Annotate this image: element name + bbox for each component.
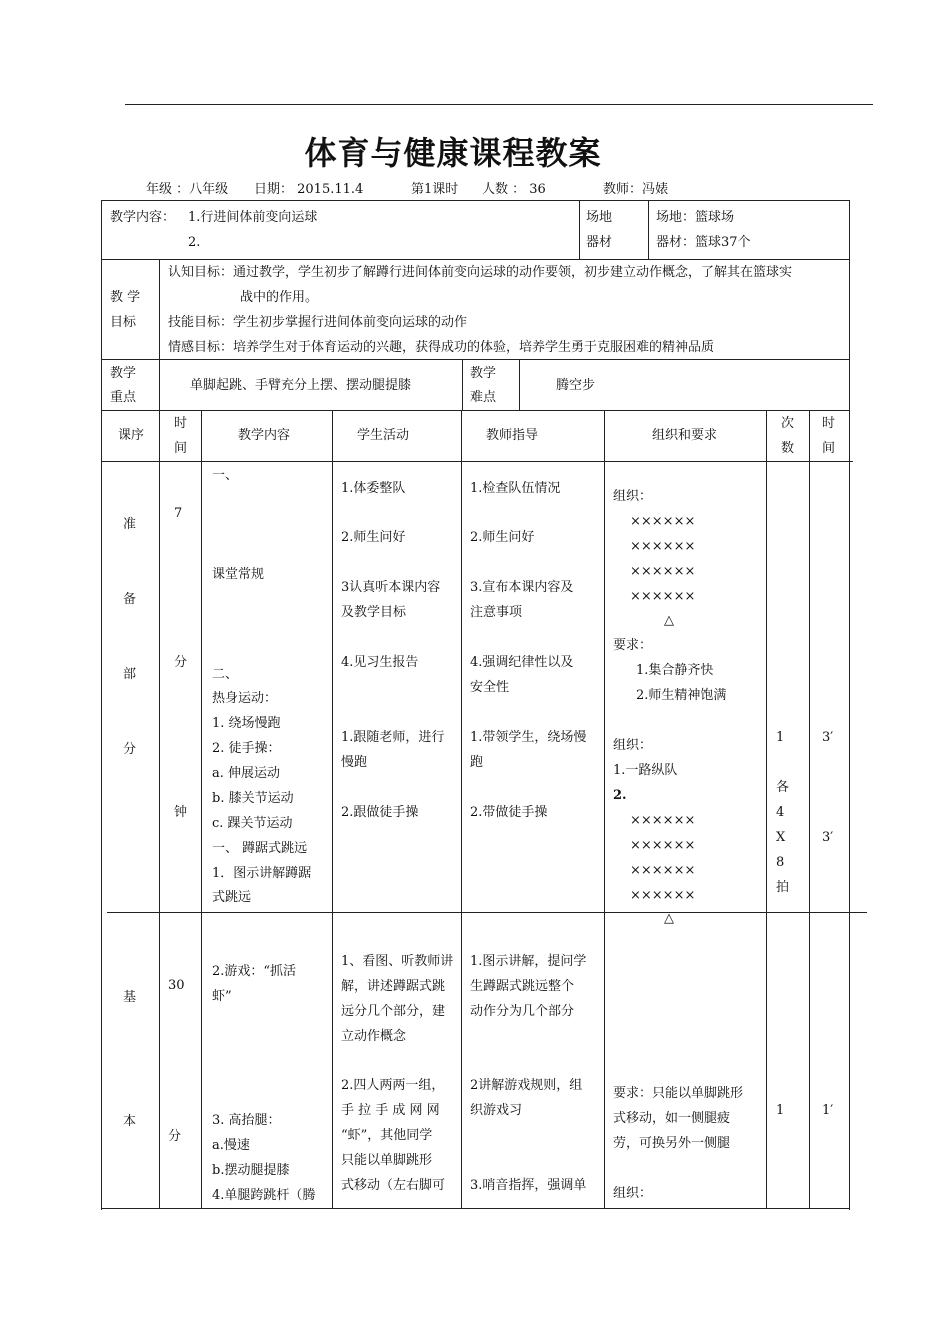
header-rule — [125, 104, 873, 105]
goal-emotion: 情感目标：培养学生对于体育运动的兴趣，获得成功的体验，培养学生勇于克服困难的精神品质 — [168, 340, 715, 355]
main-section-char: 基 — [123, 990, 137, 1005]
col-duration-2: 间 — [822, 441, 836, 456]
prep-org-line: 要求： — [613, 638, 653, 653]
prep-content-line: 热身运动： — [212, 691, 278, 706]
difficulty-label-2: 难点 — [470, 390, 497, 405]
key-label: 教学 — [110, 366, 137, 381]
date-label: 日期： 2015.11.4 — [254, 182, 364, 197]
count-label: 人数 ： 36 — [482, 182, 546, 197]
prep-teacher-line: 2.带做徒手操 — [470, 805, 548, 820]
prep-content-line: 一、 蹲踞式跳远 — [212, 841, 308, 856]
col-time: 时 — [174, 416, 188, 431]
main-teacher-line: 动作分为几个部分 — [470, 1004, 575, 1019]
main-time-unit: 分 — [168, 1129, 182, 1144]
col-reps-2: 数 — [781, 441, 795, 456]
prep-student-line: 3认真听本课内容 — [341, 580, 441, 595]
grade-label: 年级 ：八年级 — [146, 182, 229, 197]
col-org: 组织和要求 — [652, 428, 718, 443]
teacher-marker-icon: △ — [664, 613, 674, 628]
main-teacher-line: 2讲解游戏规则，组 — [470, 1078, 583, 1093]
prep-student-line: 4.见习生报告 — [341, 655, 419, 670]
main-student-line: 1、看图、听教师讲 — [341, 954, 454, 969]
prep-time-unit: 钟 — [174, 805, 188, 820]
formation-row: ×××××× — [630, 514, 696, 529]
prep-teacher-line: 2.师生问好 — [470, 530, 535, 545]
page-title: 体育与健康课程教案 — [304, 134, 602, 172]
main-reps: 1 — [776, 1103, 785, 1118]
main-teacher-line: 织游戏习 — [470, 1103, 523, 1118]
main-student-line: 2.四人两两一组， — [341, 1078, 445, 1093]
main-section-char: 本 — [123, 1114, 137, 1129]
prep-student-line: 2.师生问好 — [341, 530, 406, 545]
formation-row: ×××××× — [630, 813, 696, 828]
prep-teacher-line: 安全性 — [470, 680, 510, 695]
prep-student-line: 1.跟随老师，进行 — [341, 730, 445, 745]
main-student-line: 只能以单脚跳形 — [341, 1153, 433, 1168]
main-duration: 1′ — [822, 1103, 834, 1118]
difficulty-text: 腾空步 — [556, 378, 596, 393]
prep-reps: 4 — [776, 805, 785, 820]
formation-row: ×××××× — [630, 589, 696, 604]
prep-reps: 拍 — [776, 880, 790, 895]
formation-row: ×××××× — [630, 564, 696, 579]
prep-duration: 3′ — [822, 730, 834, 745]
difficulty-label: 教学 — [470, 366, 497, 381]
content-item-1: 1.行进间体前变向运球 — [188, 210, 318, 225]
prep-section-char: 备 — [123, 592, 137, 607]
prep-reps: 1 — [776, 730, 785, 745]
prep-org-line: 1.一路纵队 — [613, 763, 678, 778]
prep-content-line: 1. 绕场慢跑 — [212, 716, 281, 731]
main-student-line: 手 拉 手 成 网 网 — [341, 1103, 440, 1118]
col-order: 课序 — [118, 428, 145, 443]
prep-org-line: 2.师生精神饱满 — [636, 688, 727, 703]
prep-reps: X — [776, 830, 786, 845]
main-teacher-line: 3.哨音指挥，强调单 — [470, 1178, 587, 1193]
formation-row: ×××××× — [630, 539, 696, 554]
prep-content-line: b. 膝关节运动 — [212, 791, 294, 806]
prep-teacher-line: 4.强调纪律性以及 — [470, 655, 574, 670]
prep-org-line: 2. — [613, 788, 627, 803]
lesson-label: 第1课时 — [411, 182, 459, 197]
main-content-line: 虾” — [212, 989, 232, 1004]
prep-reps: 8 — [776, 855, 785, 870]
prep-content-line: c. 踝关节运动 — [212, 816, 293, 831]
content-item-2: 2. — [188, 235, 201, 250]
main-student-line: 立动作概念 — [341, 1029, 407, 1044]
prep-duration: 3′ — [822, 830, 834, 845]
main-content-line: a.慢速 — [212, 1138, 250, 1153]
prep-content-line: 二、 — [212, 667, 239, 682]
goal-cognitive: 认知目标：通过教学，学生初步了解蹲行进间体前变向运球的动作要领，初步建立动作概念，了解其在篮球实 — [168, 265, 793, 280]
main-content-line: 4.单腿跨跳杆（腾 — [212, 1188, 316, 1203]
prep-content-line: 一、 — [212, 468, 239, 483]
main-org-line: 组织： — [613, 1186, 653, 1201]
key-label-2: 重点 — [110, 390, 137, 405]
equipment-label: 器材 — [586, 235, 613, 250]
main-time: 30 — [168, 978, 185, 993]
prep-teacher-line: 1.检查队伍情况 — [470, 481, 561, 496]
col-content: 教学内容 — [238, 428, 291, 443]
prep-student-line: 2.跟做徒手操 — [341, 805, 419, 820]
main-teacher-line: 生蹲踞式跳远整个 — [470, 979, 575, 994]
main-student-line: 远分几个部分，建 — [341, 1004, 446, 1019]
formation-row: ×××××× — [630, 863, 696, 878]
main-student-line: 解，讲述蹲踞式跳 — [341, 979, 446, 994]
prep-org-line: 组织： — [613, 489, 653, 504]
prep-section-char: 准 — [123, 517, 137, 532]
prep-teacher-line: 注意事项 — [470, 605, 523, 620]
prep-reps: 各 — [776, 780, 790, 795]
formation-row: ×××××× — [630, 888, 696, 903]
content-label: 教学内容： — [110, 210, 176, 225]
main-content-line: 3. 高抬腿： — [212, 1113, 281, 1128]
prep-time: 7 — [174, 506, 183, 521]
col-time-2: 间 — [174, 441, 188, 456]
goals-label: 教 学 — [110, 290, 141, 305]
teacher-marker-icon: △ — [664, 911, 674, 926]
prep-teacher-line: 跑 — [470, 755, 484, 770]
col-student: 学生活动 — [357, 428, 410, 443]
prep-teacher-line: 3.宣布本课内容及 — [470, 580, 574, 595]
prep-student-line: 1.体委整队 — [341, 481, 406, 496]
main-org-line: 劳，可换另外一侧腿 — [613, 1136, 731, 1151]
prep-section-char: 分 — [123, 742, 137, 757]
prep-content-line: 课堂常规 — [212, 567, 265, 582]
main-org-line: 式移动，如一侧腿疲 — [613, 1111, 731, 1126]
main-content-line: 2.游戏：“抓活 — [212, 964, 297, 979]
prep-content-line: 1．图示讲解蹲踞 — [212, 866, 312, 881]
goal-skill: 技能目标：学生初步掌握行进间体前变向运球的动作 — [168, 315, 468, 330]
venue-label: 场地 — [586, 210, 613, 225]
prep-student-line: 及教学目标 — [341, 605, 407, 620]
prep-content-line: 2. 徒手操： — [212, 741, 281, 756]
prep-section-char: 部 — [123, 667, 137, 682]
prep-org-line: 1.集合静齐快 — [636, 663, 714, 678]
teacher-label: 教师：冯婊 — [603, 182, 669, 197]
col-duration: 时 — [822, 416, 836, 431]
prep-teacher-line: 1.带领学生，绕场慢 — [470, 730, 587, 745]
col-teacher: 教师指导 — [486, 428, 539, 443]
col-reps: 次 — [781, 416, 795, 431]
goal-cognitive-cont: 战中的作用。 — [240, 290, 319, 305]
main-student-line: “虾”，其他同学 — [341, 1128, 433, 1143]
prep-student-line: 慢跑 — [341, 755, 368, 770]
main-student-line: 式移动（左右脚可 — [341, 1178, 446, 1193]
main-teacher-line: 1.图示讲解，提问学 — [470, 954, 587, 969]
key-text: 单脚起跳、手臂充分上摆、摆动腿提膝 — [190, 378, 412, 393]
prep-content-line: a. 伸展运动 — [212, 766, 281, 781]
main-content-line: b.摆动腿提膝 — [212, 1163, 290, 1178]
venue-value: 场地：篮球场 — [656, 210, 735, 225]
equipment-value: 器材：篮球37个 — [656, 235, 751, 250]
goals-label-2: 目标 — [110, 315, 137, 330]
prep-content-line: 式跳远 — [212, 890, 252, 905]
formation-row: ×××××× — [630, 838, 696, 853]
prep-time-unit: 分 — [174, 655, 188, 670]
main-org-line: 要求：只能以单脚跳形 — [613, 1086, 744, 1101]
prep-org-line: 组织： — [613, 738, 653, 753]
